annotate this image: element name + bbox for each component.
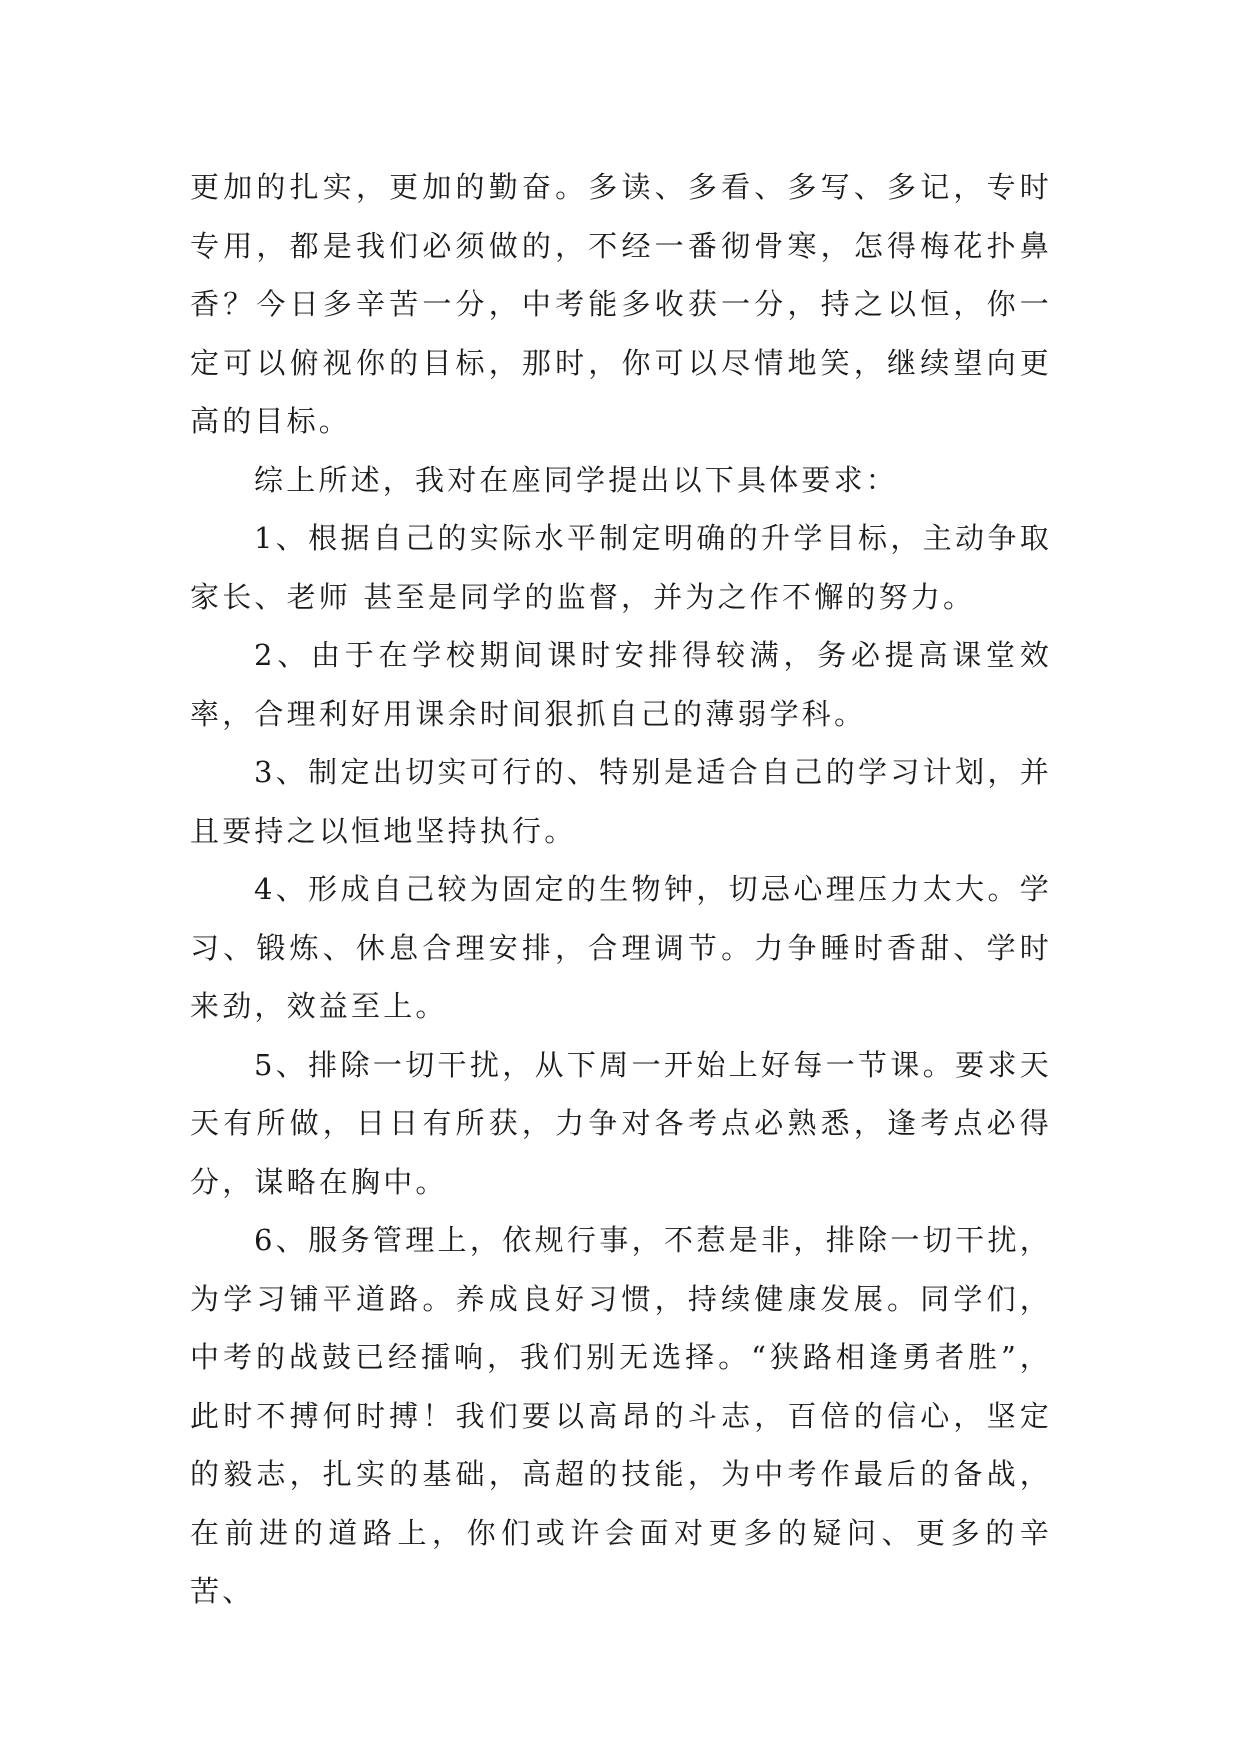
paragraph-7: 5、排除一切干扰，从下周一开始上好每一节课。要求天天有所做，日日有所获，力争对各考点必熟悉，逢考点必得分，谋略在胸中。 <box>190 1047 1052 1199</box>
paragraph-8: 6、服务管理上，依规行事，不惹是非，排除一切干扰，为学习铺平道路。养成良好习惯，持续健康发展。同学们，中考的战鼓已经擂响，我们别无选择。“狭路相逢勇者胜”，此时不搏何时搏！我们要以高昂的斗志，百倍的信心，坚定的毅志，扎实的基础，高超的技能，为中考作最后的备战，在前进的道路上，你们或许会面对更多的疑问、更多的辛苦、 <box>190 1223 1052 1608</box>
paragraph-4: 2、由于在学校期间课时安排得较满，务必提高课堂效率，合理利好用课余时间狠抓自己的薄弱学科。 <box>190 638 1052 731</box>
paragraph-6: 4、形成自己较为固定的生物钟，切忌心理压力太大。学习、锻炼、休息合理安排，合理调节。力争睡时香甜、学时来劲，效益至上。 <box>190 872 1052 1023</box>
paragraph-1: 更加的扎实，更加的勤奋。多读、多看、多写、多记，专时专用，都是我们必须做的，不经一番彻骨寒，怎得梅花扑鼻香？今日多辛苦一分，中考能多收获一分，持之以恒，你一定可以俯视你的目标，那时，你可以尽情地笑，继续望向更高的目标。 <box>190 170 1052 438</box>
document-body <box>190 158 1052 1621</box>
paragraph-3: 1、根据自己的实际水平制定明确的升学目标，主动争取家长、老师 甚至是同学的监督，并为之作不懈的努力。 <box>190 521 1052 614</box>
paragraph-2: 综上所述，我对在座同学提出以下具体要求： <box>254 462 899 497</box>
paragraph-5: 3、制定出切实可行的、特别是适合自己的学习计划，并且要持之以恒地坚持执行。 <box>190 755 1052 848</box>
